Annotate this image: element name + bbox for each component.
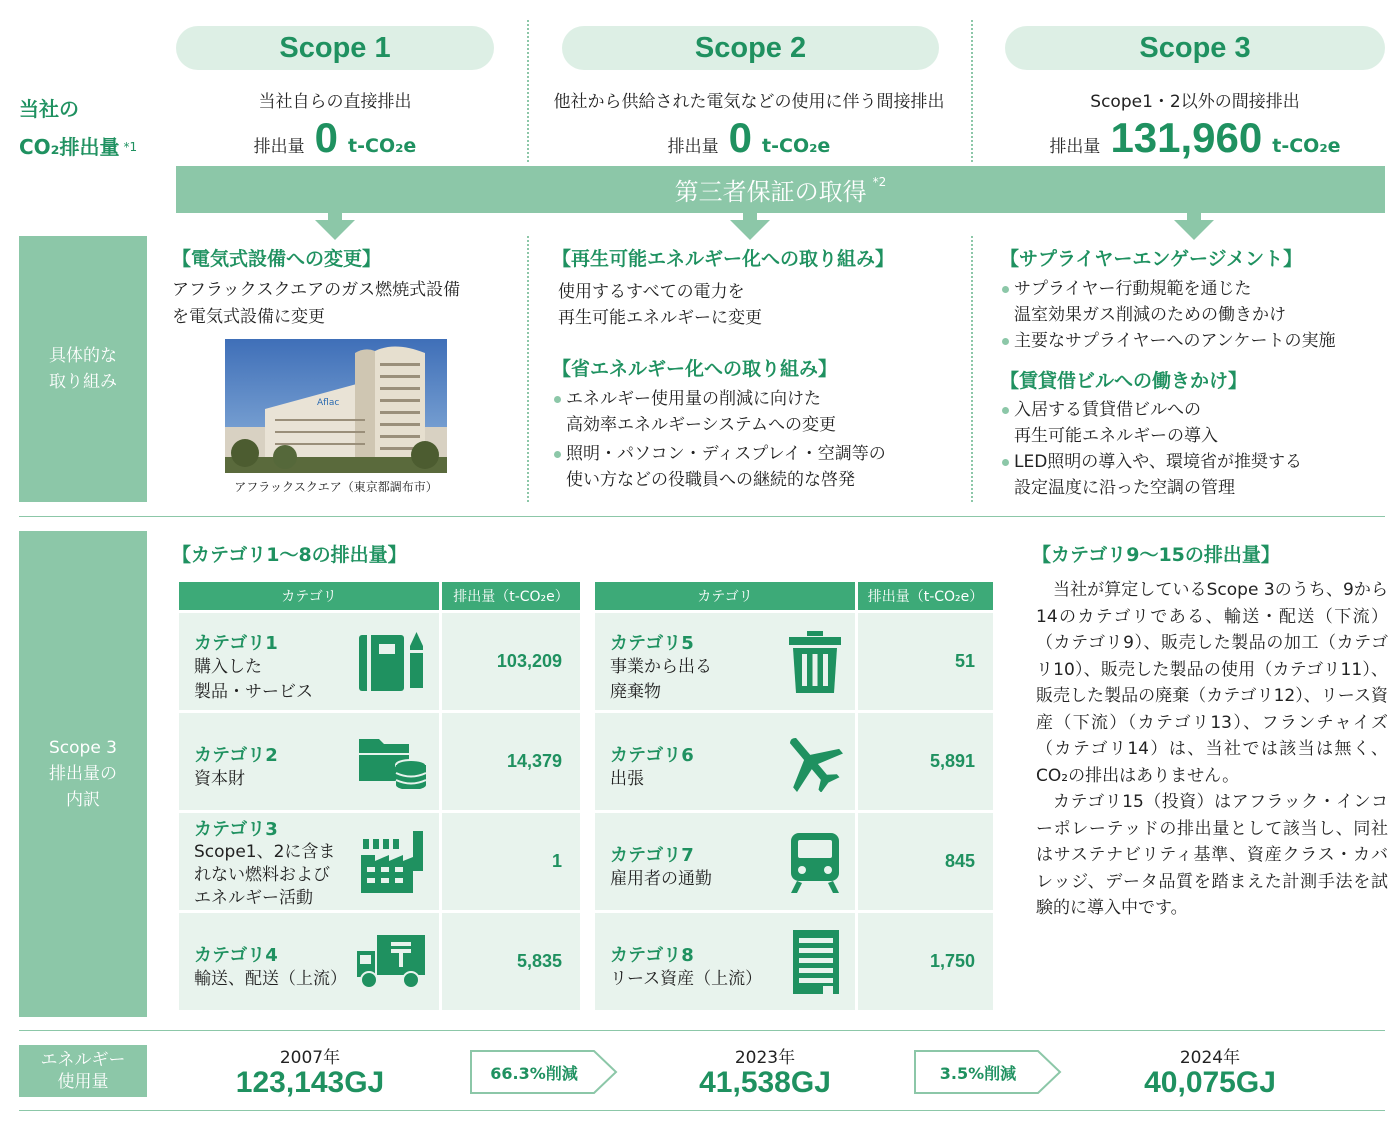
airplane-icon: [779, 732, 843, 792]
arrow-down-icon: [730, 220, 770, 240]
category-9-15-heading: 【カテゴリ9～15の排出量】: [1032, 544, 1280, 566]
delivery-truck-icon: [355, 933, 427, 991]
scope1-desc: 当社自らの直接排出: [258, 92, 412, 112]
table-row: カテゴリ8 リース資産（上流） 1,750: [595, 913, 993, 1010]
list-item: 主要なサプライヤーへのアンケートの実施: [1000, 328, 1395, 354]
emission-value: 1,750: [858, 913, 993, 1010]
reduction-arrow-1: 66.3%削減: [470, 1050, 618, 1094]
divider: [971, 236, 973, 502]
scope1-block: 当社自らの直接排出 排出量 0 t-CO₂e: [176, 87, 494, 162]
category-1-8-heading: 【カテゴリ1～8の排出量】: [172, 544, 407, 566]
arrow-down-icon: [1174, 220, 1214, 240]
train-icon: [787, 831, 843, 893]
table-row: カテゴリ5 事業から出る 廃棄物 51: [595, 613, 993, 710]
emission-value: 103,209: [442, 613, 580, 710]
scope3-breakdown-label: Scope 3 排出量の 内訳: [19, 531, 147, 1017]
divider: [527, 236, 529, 502]
energy-2024: 2024年 40,075GJ: [1144, 1048, 1276, 1099]
svg-text:Aflac: Aflac: [317, 398, 340, 408]
initiative-electric-equipment: 【電気式設備への変更】 アフラックスクエアのガス燃焼式設備 を電気式設備に変更: [172, 248, 461, 327]
emission-value: 51: [858, 613, 993, 710]
category-9-15-text: 当社が算定しているScope 3のうち、9から14のカテゴリである、輸送・配送（下流）（カテゴリ9）、販売した製品の加工（カテゴリ10）、販売した製品の使用（カテゴリ11）、販売した製品の廃棄（カテゴリ12）、リース資産（下流）（カテゴリ13）、フランチャイズ（カテゴリ14）は、当社では該当は無く、CO₂の排出はありません。 カテゴリ15（投資）はアフラック・インコーポレーテッドの排出量として該当し、同社はサステナビリティ基準、資産クラス・カバレッジ、データ品質を踏まえた計測手法を試験的に導入中です。: [1036, 580, 1388, 918]
scope3-title: Scope 3: [1005, 26, 1385, 70]
category-table-left: [176, 579, 583, 1013]
third-party-assurance-banner: 第三者保証の取得 *2: [176, 166, 1385, 213]
energy-2007: 2007年 123,143GJ: [235, 1048, 385, 1099]
list-item: 照明・パソコン・ディスプレイ・空調等の 使い方などの役職員への継続的な啓発: [552, 441, 962, 493]
list-item: エネルギー使用量の削減に向けた 高効率エネルギーシステムへの変更: [552, 386, 962, 438]
scope3-value: 131,960: [1110, 114, 1263, 161]
divider: [19, 1030, 1385, 1031]
emission-value: 14,379: [442, 713, 580, 810]
column-header: 排出量（t-CO₂e）: [442, 582, 580, 610]
list-item: LED照明の導入や、環境省が推奨する 設定温度に沿った空調の管理: [1000, 449, 1395, 501]
building-photo: [225, 339, 447, 473]
reduction-arrow-2: 3.5%削減: [914, 1050, 1062, 1094]
column-header: カテゴリ: [179, 582, 439, 610]
table-row: カテゴリ4 輸送、配送（上流） 5,835: [179, 913, 580, 1010]
list-item: 入居する賃貸借ビルへの 再生可能エネルギーの導入: [1000, 397, 1395, 449]
list-item: サプライヤー行動規範を通じた 温室効果ガス削減のための働きかけ: [1000, 276, 1395, 328]
trash-can-icon: [787, 631, 843, 693]
energy-2023: 2023年 41,538GJ: [699, 1048, 831, 1099]
table-row: カテゴリ7 雇用者の通勤 845: [595, 813, 993, 910]
emission-value: 845: [858, 813, 993, 910]
column-header: カテゴリ: [595, 582, 855, 610]
notebook-pencil-icon: [357, 632, 427, 692]
initiatives-label: 具体的な 取り組み: [19, 236, 147, 502]
emission-value: 5,835: [442, 913, 580, 1010]
scope3-block: Scope1・2以外の間接排出 排出量 131,960 t-CO₂e: [1000, 87, 1390, 162]
energy-usage-label: エネルギー 使用量: [19, 1045, 147, 1097]
category-table-right: [592, 579, 996, 1013]
folder-database-icon: [357, 735, 427, 789]
divider: [19, 1110, 1385, 1111]
scope2-value: 0: [728, 114, 753, 161]
emission-value: 5,891: [858, 713, 993, 810]
co2-emissions-label: 当社の CO₂排出量 $^{*1}$: [19, 97, 138, 159]
emission-value: 1: [442, 813, 580, 910]
table-row: カテゴリ6 出張 5,891: [595, 713, 993, 810]
scope1-title: Scope 1: [176, 26, 494, 70]
factory-icon: [359, 831, 427, 893]
table-row: カテゴリ1 購入した 製品・サービス 103,209: [179, 613, 580, 710]
divider: [19, 516, 1385, 517]
initiative-renewable-energy: 【再生可能エネルギー化への取り組み】 使用するすべての電力を 再生可能エネルギーに変更 【省エネルギー化への取り組み】 エネルギー使用量の削減に向けた 高効率エネルギーシステムへの変更 照明・パソコン・ディスプレイ・空調等の 使い方などの役職員への継続的な啓発: [552, 244, 962, 493]
photo-caption: アフラックスクエア（東京都調布市）: [234, 480, 438, 494]
building-icon: [789, 930, 843, 994]
scope3-desc: Scope1・2以外の間接排出: [1090, 92, 1300, 112]
scope1-value: 0: [314, 114, 339, 161]
divider: [971, 20, 973, 162]
table-row: カテゴリ3 Scope1、2に含ま れない燃料および エネルギー活動 1: [179, 813, 580, 910]
table-row: カテゴリ2 資本財 14,379: [179, 713, 580, 810]
scope2-title: Scope 2: [562, 26, 939, 70]
scope2-block: 他社から供給された電気などの使用に伴う間接排出 排出量 0 t-CO₂e: [527, 87, 971, 162]
initiative-supplier-engagement: 【サプライヤーエンゲージメント】 サプライヤー行動規範を通じた 温室効果ガス削減のための働きかけ 主要なサプライヤーへのアンケートの実施 【賃貸借ビルへの働きかけ】 入居する賃貸借ビルへの 再生可能エネルギーの導入 LED照明の導入や、環境省が推奨する 設定温度に沿った空調の管理: [1000, 244, 1395, 501]
scope2-desc: 他社から供給された電気などの使用に伴う間接排出: [553, 92, 945, 112]
column-header: 排出量（t-CO₂e）: [858, 582, 993, 610]
arrow-down-icon: [315, 220, 355, 240]
